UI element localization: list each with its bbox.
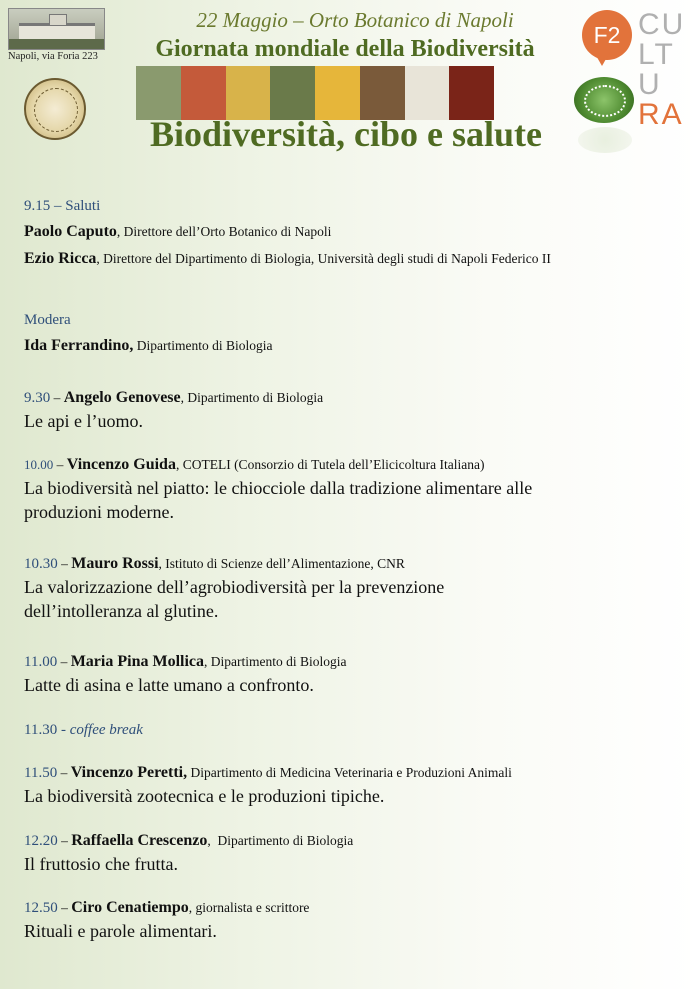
talk-time: 10.00	[24, 457, 54, 472]
talk-title: La biodiversità zootecnica e le produzioni tipiche.	[24, 786, 385, 806]
dash: –	[50, 390, 64, 405]
talk-block	[24, 899, 688, 943]
photo-strip-segment	[449, 66, 494, 120]
address: Napoli, via Foria 223	[8, 51, 98, 62]
talk-title: La valorizzazione dell’agrobiodiversità per la prevenzione dell’intolleranza al glutine.	[24, 577, 445, 621]
talk-header	[24, 456, 688, 474]
talk-time: 11.50	[24, 765, 58, 781]
cultura-letters-2: LT	[638, 38, 675, 71]
talk-time: 12.20	[24, 833, 58, 849]
photo-strip-segment	[136, 66, 181, 120]
villa-photo	[8, 8, 105, 50]
main-title: Biodiversità, cibo e salute	[150, 114, 542, 154]
talk-header	[24, 764, 688, 782]
speaker-name: Maria Pina Mollica	[70, 653, 205, 670]
speaker-affiliation: Dipartimento di Medicina Veterinaria e Produzioni Animali	[187, 765, 512, 780]
f2-badge-tail	[594, 52, 610, 66]
speaker-name: Angelo Genovese	[63, 389, 181, 406]
orto-botanico-logo	[574, 77, 634, 123]
photo-strip-segment	[405, 66, 450, 120]
talk-title: La biodiversità nel piatto: le chiocciole dalla tradizione alimentare alle produzioni moderne.	[24, 478, 533, 522]
speaker-line	[24, 250, 688, 268]
speaker-affiliation: , Dipartimento di Biologia	[204, 654, 347, 669]
speaker-name: Paolo Caputo	[24, 223, 117, 240]
talk-time: 9.30	[24, 390, 51, 406]
photo-strip-segment	[181, 66, 226, 120]
speaker-affiliation: , Dipartimento di Biologia	[180, 390, 324, 405]
header	[0, 0, 700, 175]
dash: –	[57, 833, 72, 848]
talk-time: 11.00	[24, 654, 58, 670]
cultura-letters-4: RA	[638, 98, 684, 131]
talk-title: Il fruttosio che frutta.	[24, 854, 178, 874]
dash: –	[53, 457, 67, 472]
cultura-letters-3: U	[638, 68, 662, 101]
moderator-block	[24, 312, 688, 355]
speaker-affiliation: , Direttore del Dipartimento di Biologia, Università degli studi di Napoli Federico II	[96, 251, 551, 266]
moderator-name: Ida Ferrandino,	[24, 337, 134, 354]
f2-badge: F2	[582, 10, 632, 60]
trees-shape	[9, 39, 104, 49]
talk-block	[24, 456, 688, 524]
speaker-name: Raffaella Crescenzo	[71, 832, 208, 849]
moderator-label: Modera	[24, 312, 71, 328]
talk-time: 10.30	[24, 556, 58, 572]
talk-header	[24, 832, 688, 850]
talk-header	[24, 555, 688, 573]
talk-header	[24, 653, 688, 671]
speaker-affiliation: , Dipartimento di Biologia	[207, 833, 354, 848]
date-line: 22 Maggio – Orto Botanico di Napoli	[196, 8, 514, 32]
day-title: Giornata mondiale della Biodiversità	[155, 36, 535, 62]
speaker-name: Mauro Rossi	[71, 555, 159, 572]
university-seal-logo	[24, 78, 86, 140]
photo-strip	[136, 66, 494, 120]
talk-title: Latte di asina e latte umano a confronto.	[24, 675, 314, 695]
speaker-name: Ciro Cenatiempo	[71, 899, 189, 916]
speaker-affiliation: , COTELI (Consorzio di Tutela dell’Elicicoltura Italiana)	[175, 457, 485, 472]
dash: –	[57, 765, 71, 780]
talk-block	[24, 653, 688, 697]
orto-logo-reflection	[578, 127, 632, 153]
cultura-wordmark	[638, 10, 692, 130]
speaker-affiliation: , Istituto di Scienze dell’Alimentazione, CNR	[158, 556, 405, 571]
photo-strip-segment	[360, 66, 405, 120]
speaker-name: Vincenzo Peretti,	[70, 764, 188, 781]
talk-block	[24, 555, 688, 623]
moderator-affiliation: Dipartimento di Biologia	[133, 338, 273, 353]
speaker-affiliation: , giornalista e scrittore	[188, 900, 310, 915]
cultura-letters-1: CU	[638, 8, 686, 41]
dash: –	[57, 900, 72, 915]
talk-title: Le api e l’uomo.	[24, 411, 143, 431]
talk-header	[24, 899, 688, 917]
talk-title: Rituali e parole alimentari.	[24, 921, 217, 941]
speaker-affiliation: , Direttore dell’Orto Botanico di Napoli	[116, 224, 332, 239]
speaker-line	[24, 223, 688, 241]
opening-block	[24, 198, 688, 268]
speaker-name: Vincenzo Guida	[66, 456, 176, 473]
opening-time: 9.15 – Saluti	[24, 198, 101, 214]
talk-block	[24, 832, 688, 876]
talk-header	[24, 389, 688, 407]
talk-block	[24, 389, 688, 433]
photo-strip-segment	[226, 66, 271, 120]
photo-strip-segment	[270, 66, 315, 120]
dash: –	[57, 654, 71, 669]
break-label: coffee break	[69, 722, 143, 738]
speaker-line	[24, 337, 688, 355]
break-time: 11.30 -	[24, 722, 70, 738]
talk-time: 12.50	[24, 900, 58, 916]
speaker-name: Ezio Ricca	[24, 250, 97, 267]
dash: –	[57, 556, 72, 571]
photo-strip-segment	[315, 66, 360, 120]
talk-block	[24, 764, 688, 808]
coffee-break	[24, 721, 688, 739]
